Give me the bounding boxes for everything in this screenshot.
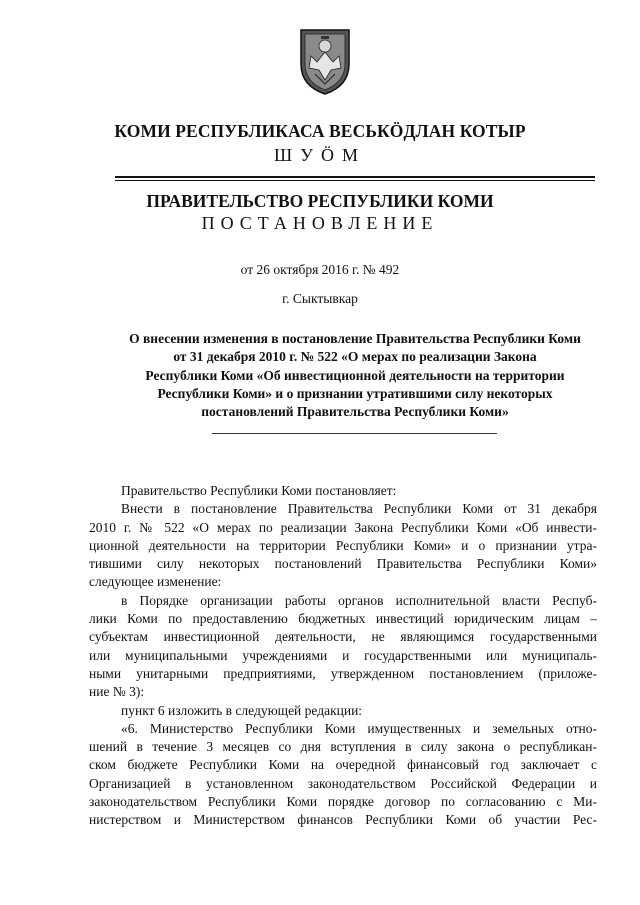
body-line: в Порядке организации работы органов исполнительной власти Респуб- — [121, 592, 597, 608]
document-body — [89, 482, 597, 830]
body-line: законодательством Республики Коми порядке договор по согласованию с Ми- — [89, 794, 597, 810]
russian-document-type: ПОСТАНОВЛЕНИЕ — [201, 213, 439, 233]
body-line: лики Коми по предоставлению бюджетных инвестиций юридическим лицам – — [89, 611, 597, 627]
body-line: пункт 6 изложить в следующей редакции: — [121, 702, 363, 718]
header-divider-thin — [115, 180, 595, 181]
heading-line: О внесении изменения в постановление Правительства Республики Коми — [129, 331, 581, 346]
body-line: субъектам инвестиционной деятельности, не являющимся государственными — [89, 629, 597, 645]
body-line: Внести в постановление Правительства Республики Коми от 31 декабря — [121, 501, 597, 517]
body-line: нистерством и Министерством финансов Республики Коми об участии Рес- — [89, 812, 597, 828]
document-heading — [100, 330, 610, 421]
document-city: г. Сыктывкар — [282, 291, 358, 306]
heading-line: Республики Коми» и о признании утратившими силу некоторых — [157, 385, 553, 401]
body-line: 2010 г. № 522 «О мерах по реализации Закона Республики Коми «Об инвести- — [89, 519, 597, 535]
body-line: следующее изменение: — [89, 574, 222, 590]
body-line: «6. Министерство Республики Коми имущественных и земельных отно- — [121, 720, 597, 736]
heading-line: Республики Коми «Об инвестиционной деятельности на территории — [145, 367, 565, 383]
heading-line: постановлений Правительства Республики Коми» — [201, 404, 509, 420]
heading-line: от 31 декабря 2010 г. № 522 «О мерах по реализации Закона — [173, 349, 537, 365]
body-line: ционной деятельности на территории Республики Коми» и о признании утра- — [89, 537, 597, 553]
body-line: тившими силу некоторых постановлений Правительства Республики Коми» — [89, 556, 597, 572]
body-line: или муниципальными учреждениями и государственными или муниципаль- — [89, 647, 597, 663]
body-line: Правительство Республики Коми постановляет: — [121, 483, 397, 498]
body-line: ными унитарными предприятиями, утвержденном постановлением (приложе- — [89, 665, 597, 681]
body-line: Организацией в установленном законодательством Российской Федерации и — [89, 775, 597, 791]
body-line: ском бюджете Республики Коми на очередной финансовый год заключает с — [89, 757, 597, 773]
body-line: ние № 3): — [89, 684, 145, 700]
komi-document-type: ШУӦМ — [274, 145, 366, 165]
komi-government-name: КОМИ РЕСПУБЛИКАСА ВЕСЬКӦДЛАН КОТЫР — [114, 121, 526, 141]
document-date-number: от 26 октября 2016 г. № 492 — [240, 262, 400, 277]
coat-of-arms-icon — [297, 24, 353, 96]
russian-government-name: ПРАВИТЕЛЬСТВО РЕСПУБЛИКИ КОМИ — [146, 191, 494, 211]
header-divider-thick — [115, 176, 595, 178]
body-line: шений в течение 3 месяцев со дня вступления в силу закона о республикан- — [89, 739, 597, 755]
heading-separator — [212, 433, 497, 434]
